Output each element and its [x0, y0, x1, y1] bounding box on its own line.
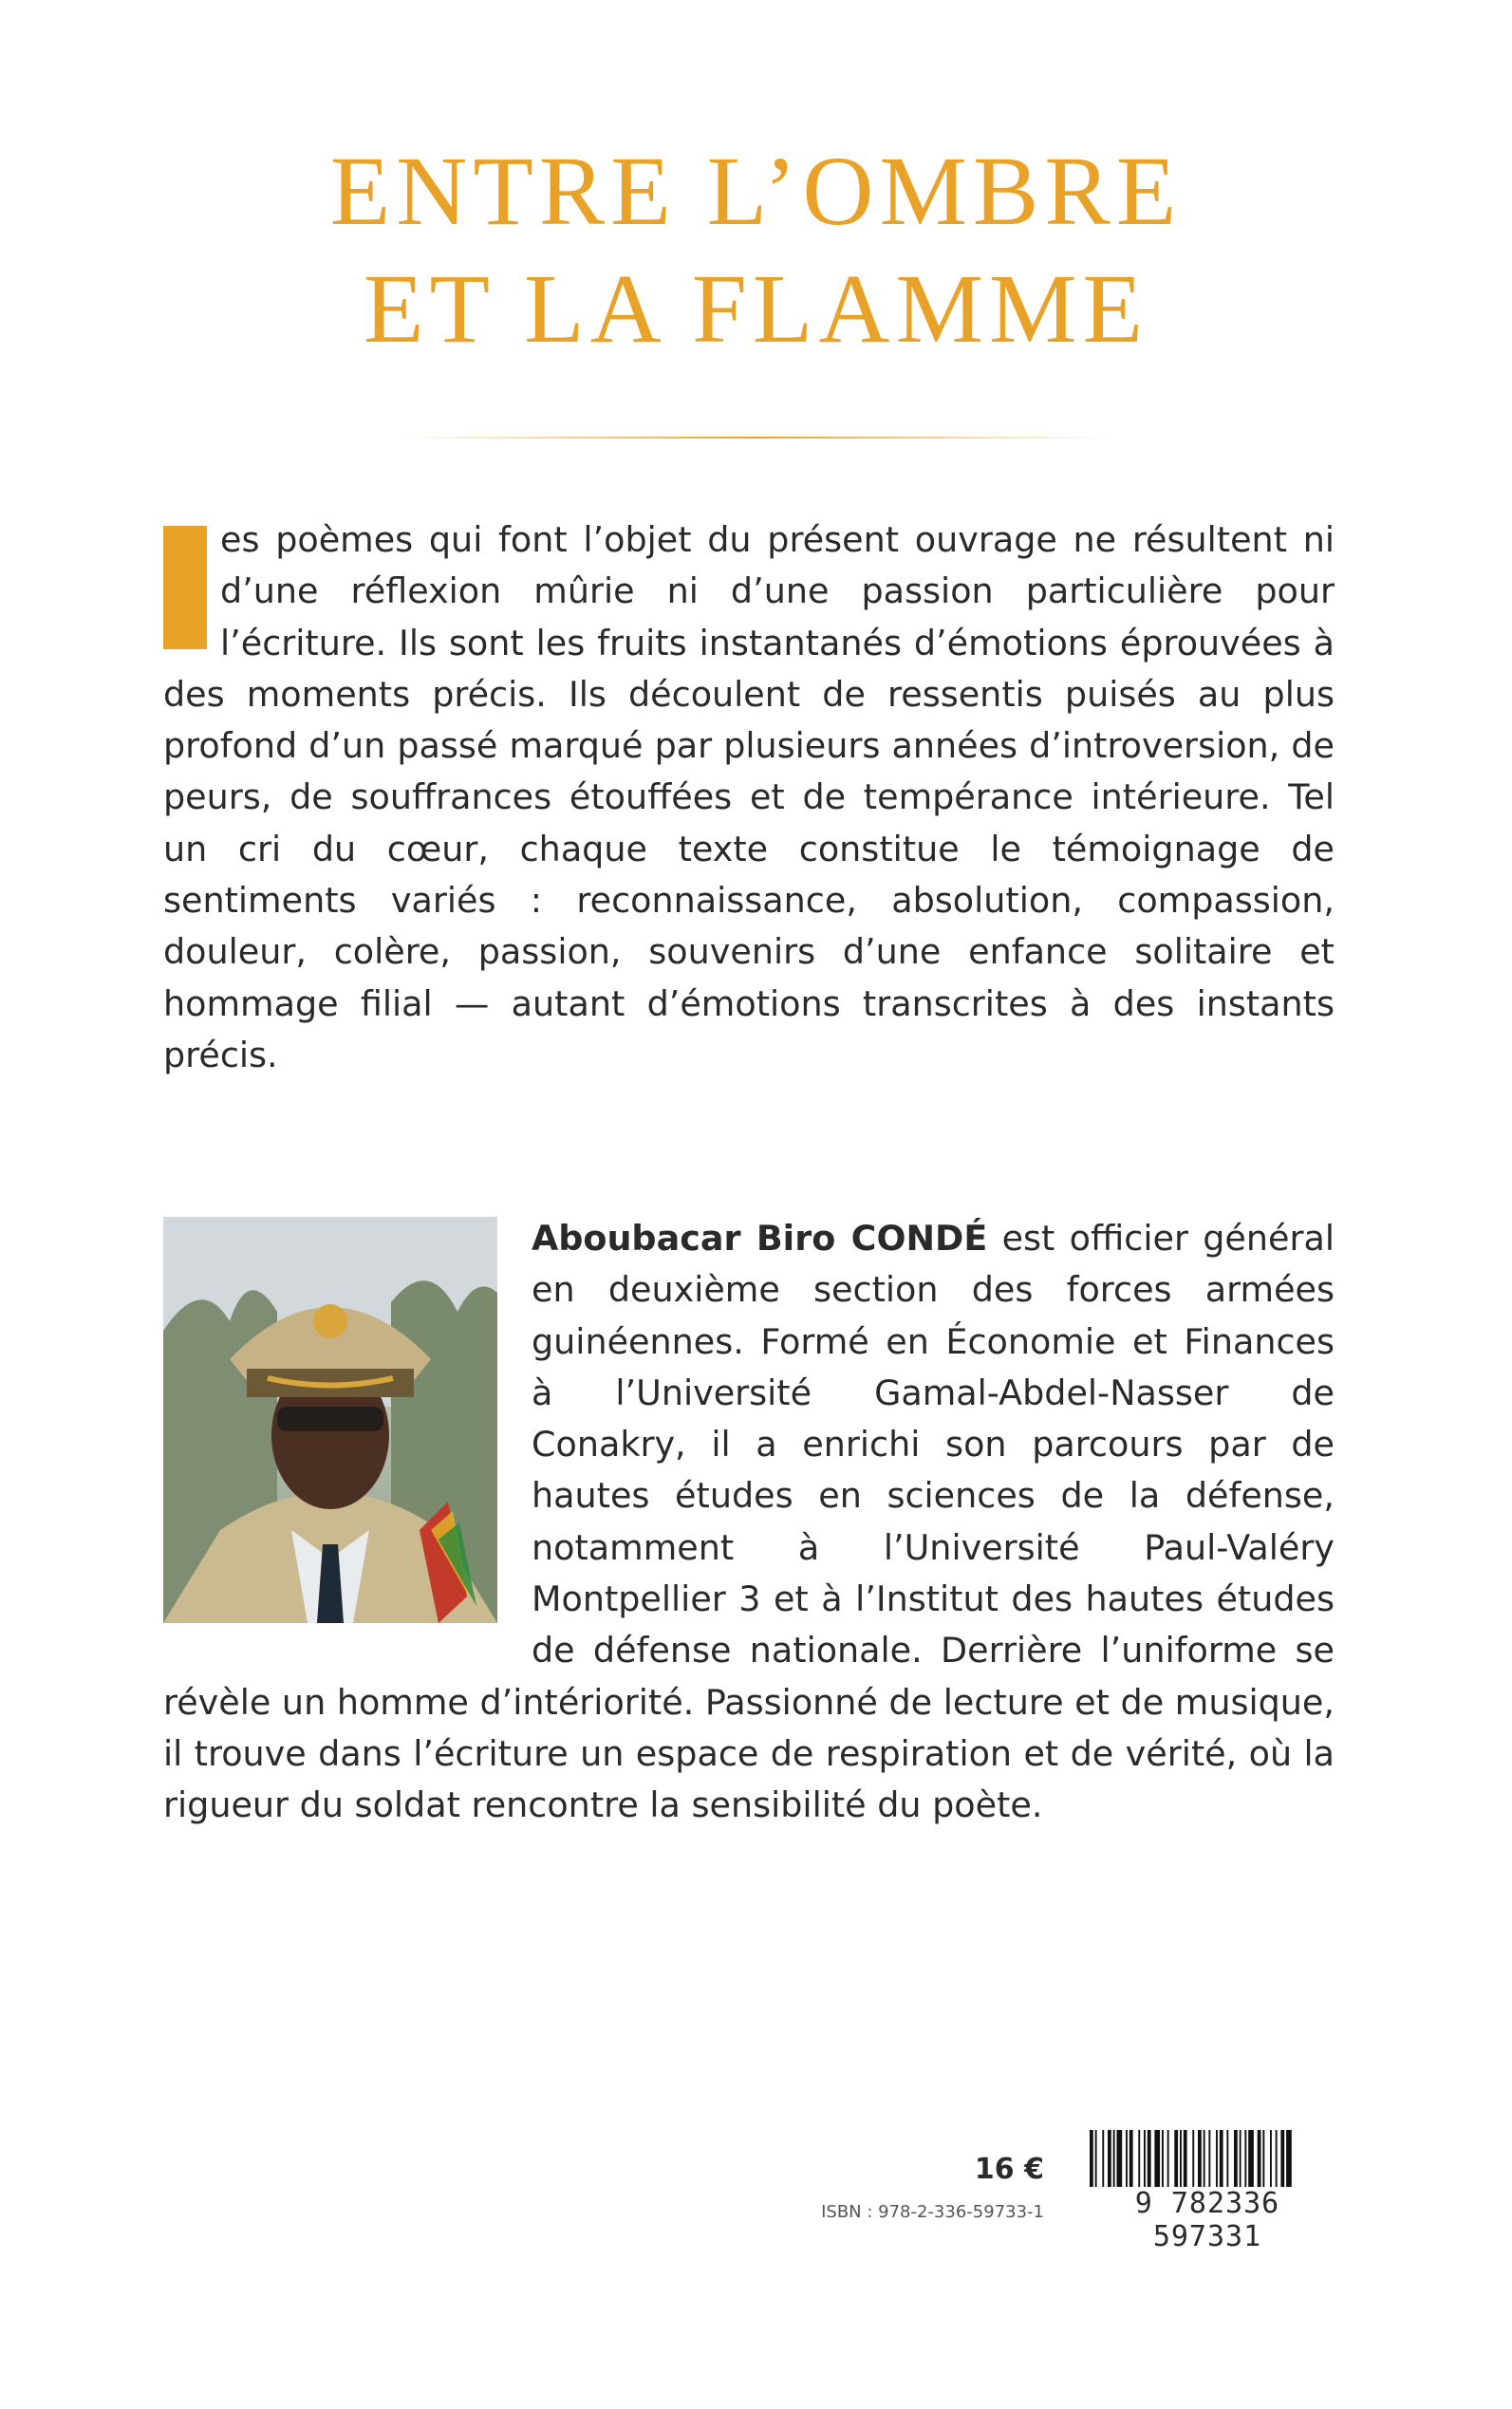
title-line-2: ET LA FLAMME: [363, 254, 1148, 364]
author-photo: [163, 1217, 497, 1623]
author-bio: [163, 1213, 1335, 1832]
price-label: 16 €: [974, 2153, 1044, 2186]
title-divider: [399, 437, 1111, 439]
drop-cap-letter-l: [163, 526, 207, 649]
book-title: [0, 133, 1512, 368]
blurb-text: es poèmes qui font l’objet du présent ouvrage ne résultent ni d’une réflexion mûrie ni d’une passion particulière pour l’écriture. Ils sont les fruits instantanés d’émotions éprouvées à des moments précis. Ils découlent de ressentis puisés au plus profond d’un passé marqué par plusieurs années d’introversion, de peurs, de souffrances étouffées et de tempérance intérieure. Tel un cri du cœur, chaque texte constitue le témoignage de sentiments variés : reconnaissance, absolution, compassion, douleur, colère, passion, souvenirs d’une enfance solitaire et hommage filial — autant d’émotions transcrites à des instants précis.: [163, 519, 1335, 1075]
author-name: Aboubacar Biro CONDÉ: [532, 1218, 988, 1259]
title-line-1: ENTRE L’OMBRE: [329, 137, 1183, 246]
barcode-digits: 9 782336 597331: [1080, 2187, 1335, 2253]
isbn-label: ISBN : 978-2-336-59733-1: [821, 2202, 1044, 2222]
back-cover-blurb: [163, 514, 1335, 1081]
author-bio-text: est officier général en deuxième section des forces armées guinéennes. Formé en Économie et Finances à l’Université Gamal-Abdel-Nasser de Conakry, il a enrichi son parcours par de hautes études en sciences de la défense, notamment à l’Université Paul-Valéry Montpellier 3 et à l’Institut des hautes études de défense nationale. Derrière l’uniforme se révèle un homme d’intériorité. Passionné de lecture et de musique, il trouve dans l’écriture un espace de respiration et de vérité, où la rigueur du soldat rencontre la sensibilité du poète.: [163, 1218, 1335, 1826]
